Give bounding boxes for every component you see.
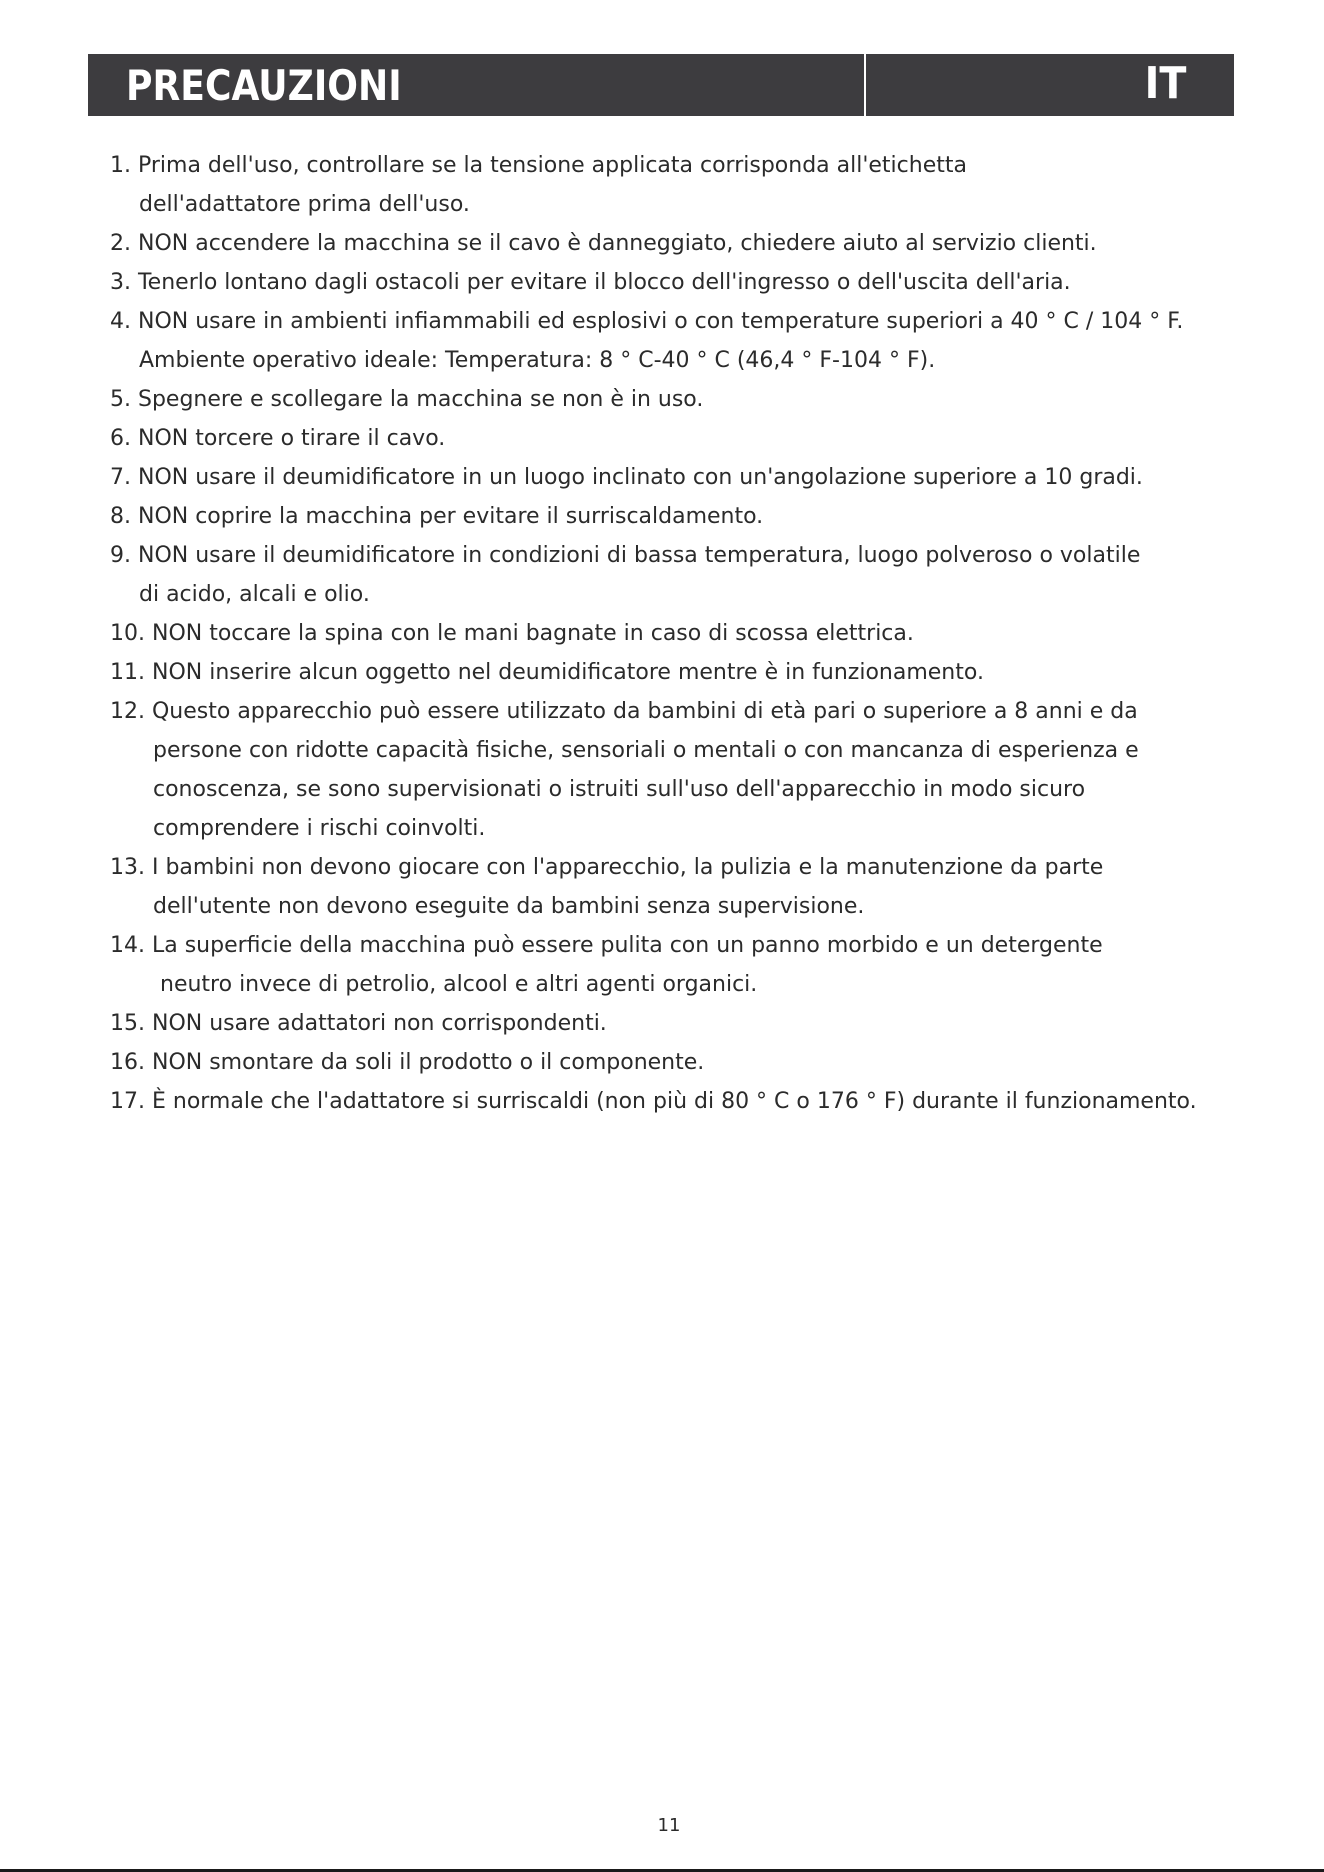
page-number: 11 xyxy=(657,1815,681,1836)
list-item xyxy=(110,1004,1260,1043)
language-code: IT xyxy=(1144,58,1186,109)
list-item-line: Ambiente operativo ideale: Temperatura: 8 ° C-40 ° C (46,4 ° F-104 ° F). xyxy=(139,348,936,373)
list-item xyxy=(110,692,1260,848)
page-title: PRECAUZIONI xyxy=(126,61,402,110)
list-item xyxy=(110,380,1260,419)
list-item-line: 6. NON torcere o tirare il cavo. xyxy=(110,426,446,451)
list-item xyxy=(110,263,1260,302)
list-item-line: 10. NON toccare la spina con le mani bagnate in caso di scossa elettrica. xyxy=(110,621,914,646)
precautions-list xyxy=(110,146,1260,1121)
list-item-line: 7. NON usare il deumidificatore in un luogo inclinato con un'angolazione superiore a 10 gradi. xyxy=(110,465,1143,490)
list-item-line: neutro invece di petrolio, alcool e altri agenti organici. xyxy=(160,972,758,997)
list-item xyxy=(110,614,1260,653)
list-item xyxy=(110,224,1260,263)
list-item-line: 5. Spegnere e scollegare la macchina se non è in uso. xyxy=(110,387,704,412)
list-item-line: 2. NON accendere la macchina se il cavo è danneggiato, chiedere aiuto al servizio clienti. xyxy=(110,231,1097,256)
list-item-line: comprendere i rischi coinvolti. xyxy=(153,816,486,841)
list-item-line: conoscenza, se sono supervisionati o istruiti sull'uso dell'apparecchio in modo sicuro xyxy=(153,777,1086,802)
list-item-line: 13. I bambini non devono giocare con l'apparecchio, la pulizia e la manutenzione da parte xyxy=(110,855,1104,880)
list-item-line: 1. Prima dell'uso, controllare se la tensione applicata corrisponda all'etichetta xyxy=(110,153,967,178)
list-item-line: 17. È normale che l'adattatore si surriscaldi (non più di 80 ° C o 176 ° F) durante il funzionamento. xyxy=(110,1089,1197,1114)
list-item-line: 15. NON usare adattatori non corrispondenti. xyxy=(110,1011,607,1036)
list-item xyxy=(110,302,1260,380)
list-item xyxy=(110,497,1260,536)
header-language-bar xyxy=(866,54,1234,116)
list-item xyxy=(110,419,1260,458)
list-item xyxy=(110,536,1260,614)
list-item xyxy=(110,653,1260,692)
list-item-line: dell'utente non devono eseguite da bambini senza supervisione. xyxy=(153,894,865,919)
list-item-line: dell'adattatore prima dell'uso. xyxy=(139,192,470,217)
header-title-bar xyxy=(88,54,864,116)
list-item xyxy=(110,458,1260,497)
section-header xyxy=(88,54,1234,116)
list-item-line: di acido, alcali e olio. xyxy=(139,582,370,607)
list-item-line: 8. NON coprire la macchina per evitare il surriscaldamento. xyxy=(110,504,764,529)
list-item xyxy=(110,1082,1260,1121)
list-item xyxy=(110,926,1260,1004)
list-item xyxy=(110,1043,1260,1082)
list-item-line: 3. Tenerlo lontano dagli ostacoli per evitare il blocco dell'ingresso o dell'uscita dell'aria. xyxy=(110,270,1071,295)
list-item-line: persone con ridotte capacità fisiche, sensoriali o mentali o con mancanza di esperienza e xyxy=(153,738,1139,763)
list-item-line: 12. Questo apparecchio può essere utilizzato da bambini di età pari o superiore a 8 anni e da xyxy=(110,699,1138,724)
list-item xyxy=(110,848,1260,926)
list-item-line: 14. La superficie della macchina può essere pulita con un panno morbido e un detergente xyxy=(110,933,1103,958)
list-item xyxy=(110,146,1260,224)
list-item-line: 4. NON usare in ambienti infiammabili ed esplosivi o con temperature superiori a 40 ° C / 104 ° F. xyxy=(110,309,1184,334)
list-item-line: 9. NON usare il deumidificatore in condizioni di bassa temperatura, luogo polveroso o volatile xyxy=(110,543,1141,568)
list-item-line: 16. NON smontare da soli il prodotto o il componente. xyxy=(110,1050,705,1075)
list-item-line: 11. NON inserire alcun oggetto nel deumidificatore mentre è in funzionamento. xyxy=(110,660,984,685)
